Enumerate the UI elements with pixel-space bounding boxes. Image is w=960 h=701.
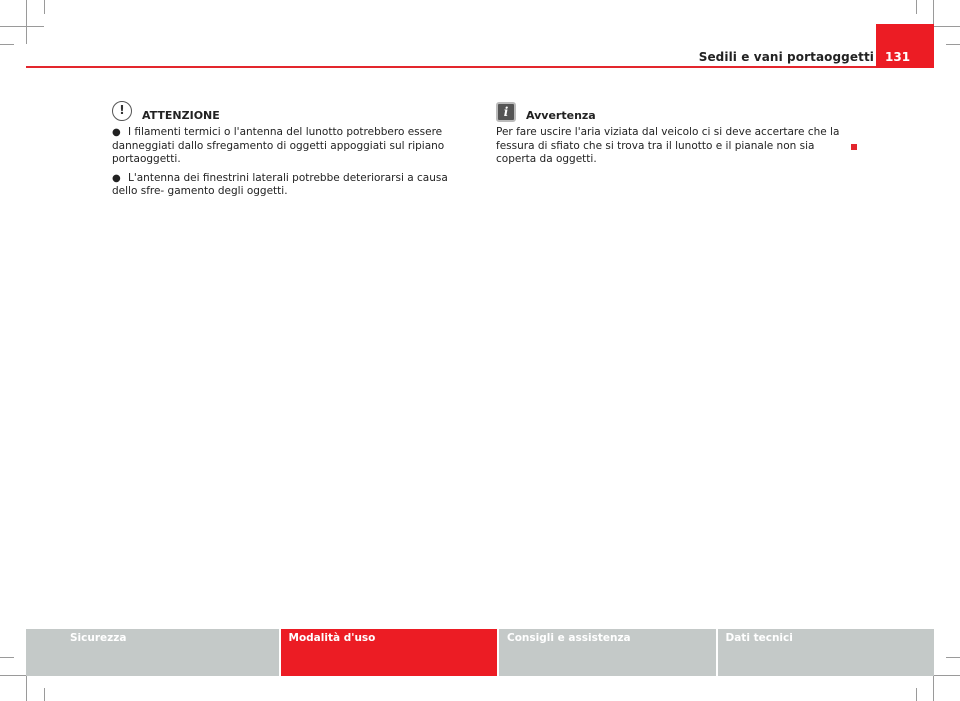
chapter-tabs [26,629,934,676]
info-note-icon: i [496,102,516,122]
tab-sicurezza[interactable]: Sicurezza [26,629,281,676]
tab-dati-tecnici[interactable]: Dati tecnici [718,629,935,676]
tab-consigli-assistenza[interactable]: Consigli e assistenza [499,629,718,676]
crop-mark [946,657,960,658]
list-item [112,172,472,199]
section-end-marker [851,144,857,150]
note-heading [496,98,856,122]
page-number-tab [876,24,934,68]
crop-mark [26,0,27,44]
bullet-icon: ● [112,127,121,138]
warning-item-text: I filamenti termici o l'antenna del lunotto potrebbero essere danneggiati dallo sfregamento di oggetti appoggiati sul ripiano portaoggetti. [112,126,445,165]
crop-mark [946,44,960,45]
crop-mark [44,0,45,14]
note-text: Per fare uscire l'aria viziata dal veicolo ci si deve accertare che la fessura di sfiato che si trova tra il lunotto e il pianale non sia coperta da oggetti. [496,126,840,165]
note-title: Avvertenza [526,109,596,122]
page-title: Sedili e vani portaoggetti [698,50,874,64]
warning-item-text: L'antenna dei finestrini laterali potrebbe deteriorarsi a causa dello sfre- gamento degli oggetti. [112,171,448,197]
warning-heading [112,98,472,122]
note-box [496,98,856,167]
page-number: 131 [885,50,911,64]
crop-mark [916,0,917,14]
list-item [112,126,472,167]
warning-title: ATTENZIONE [142,109,220,122]
crop-mark [0,44,14,45]
crop-mark [0,657,14,658]
header-rule [26,66,934,68]
exclamation-circle-icon: ! [112,101,132,121]
bullet-icon: ● [112,172,121,184]
crop-mark [44,688,45,701]
tab-modalita-duso[interactable]: Modalità d'uso [281,629,500,676]
crop-mark [0,26,44,27]
warning-box [112,98,472,204]
crop-mark [916,688,917,701]
warning-list [112,126,472,199]
